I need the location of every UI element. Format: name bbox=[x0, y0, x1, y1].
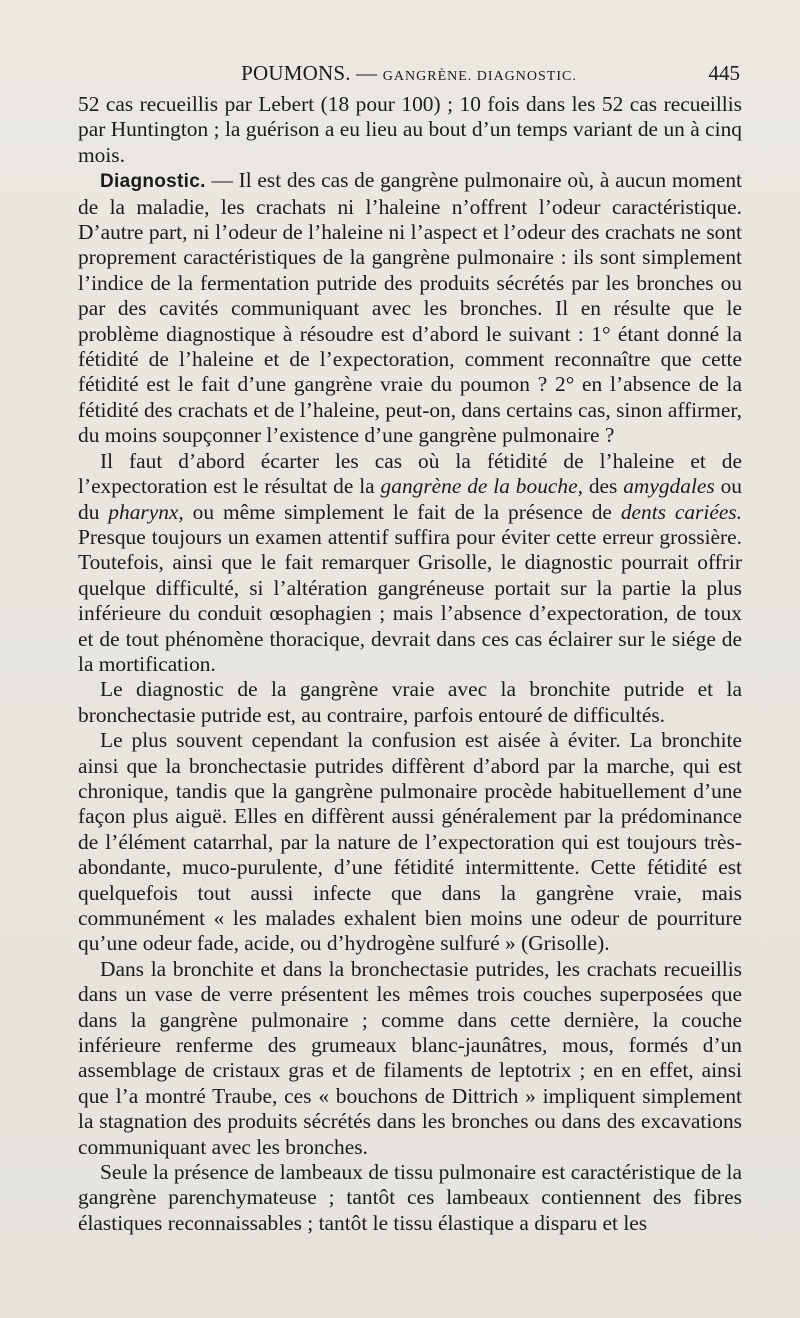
paragraph-diagnostic bbox=[78, 168, 742, 448]
paragraph-confusion: Le plus souvent cependant la confusion est aisée à éviter. La bronchite ainsi que la bronchectasie putrides diffèrent d’abord par la marche, qui est chronique, tandis que la gangrène pulmonaire procède habituellement d’une façon plus aiguë. Elles en diffèrent aussi généralement par la prédominance de l’élément catarrhal, par la nature de l’expectoration qui est toujours très-abondante, muco-purulente, d’une fétidité intermittente. Cette fétidité est quelquefois tout aussi infecte que dans la gangrène vraie, mais communément « les malades exhalent bien moins une odeur de pourriture qu’une odeur fade, acide, ou d’hydrogène sulfuré » (Grisolle). bbox=[78, 728, 742, 956]
paragraph-sputum: Dans la bronchite et dans la bronchectasie putrides, les crachats recueillis dans un vase de verre présentent les mêmes trois couches superposées que dans la gangrène pulmonaire ; comme dans cette dernière, la couche inférieure renferme des grumeaux blanc-jaunâtres, mous, formés d’un assemblage de cristaux gras et de filaments de leptotrix ; en en effet, ainsi que l’a montré Traube, ces « bouchons de Dittrich » impliquent simplement la stagnation des produits sécrétés dans les bronches ou dans des excavations communiquant avec les bronches. bbox=[78, 956, 742, 1159]
paragraph-continuation: 52 cas recueillis par Lebert (18 pour 100) ; 10 fois dans les 52 cas recueillis par Huntington ; la guérison a eu lieu au bout d’un temps variant de un à cinq mois. bbox=[78, 92, 742, 167]
text-run: Il faut d’abord écarter les cas où la fétidité de l’haleine et de l’expectoration est le résultat de la bbox=[78, 448, 742, 499]
paragraph-differential bbox=[78, 449, 742, 678]
paragraph-bronchitis: Le diagnostic de la gangrène vraie avec la bronchite putride et la bronchectasie putride est, au contraire, parfois entouré de difficultés. bbox=[78, 677, 742, 727]
italic-term: gangrène de la bouche, bbox=[380, 474, 583, 499]
italic-term: pharynx, bbox=[108, 499, 184, 524]
text-run: ou même simplement le fait de la présence de bbox=[183, 499, 621, 524]
text-run: ou du bbox=[78, 474, 742, 524]
title-sub: GANGRÈNE. DIAGNOSTIC. bbox=[382, 69, 577, 84]
running-title bbox=[78, 58, 740, 92]
section-heading-diagnostic: Diagnostic. bbox=[100, 171, 206, 193]
title-main: POUMONS. bbox=[241, 61, 351, 85]
italic-term: amygdales bbox=[623, 474, 715, 499]
page-number: 445 bbox=[708, 61, 740, 85]
text-run: des bbox=[582, 474, 624, 499]
running-header bbox=[78, 58, 740, 88]
body-text bbox=[78, 92, 742, 1236]
title-dash: — bbox=[350, 61, 383, 85]
text-run: Presque toujours un examen attentif suffira pour éviter cette erreur grossière. Toutefois, ainsi que le fait remarquer Grisolle, le diagnostic pourrait offrir quelque difficulté, si l’altération gangréneuse portait sur la partie la plus inférieure du conduit œsophagien ; mais l’absence d’expectoration, de toux et de tout phénomène thoracique, devrait dans ces cas éclairer sur le siége de la mortification. bbox=[78, 524, 742, 676]
paragraph-diagnostic-text: — Il est des cas de gangrène pulmonaire où, à aucun moment de la maladie, les crachats ni l’haleine n’offrent l’odeur caractéristique. D’autre part, ni l’odeur de l’haleine ni l’aspect et l’odeur des crachats ne sont proprement caractéristiques de la gangrène pulmonaire : ils sont simplement l’indice de la fermentation putride des produits sécrétés par les bronches ou par des cavités communiquant avec les bronches. Il en résulte que le problème diagnostique à résoudre est d’abord le suivant : 1° étant donné la fétidité de l’haleine et de l’expectoration, comment reconnaître que cette fétidité est le fait d’une gangrène vraie du poumon ? 2° en l’absence de la fétidité des crachats et de l’haleine, peut-on, dans certains cas, sinon affirmer, du moins soupçonner l’existence d’une gangrène pulmonaire ? bbox=[78, 168, 742, 448]
paragraph-lung-tissue: Seule la présence de lambeaux de tissu pulmonaire est caractéristique de la gangrène parenchymateuse ; tantôt ces lambeaux contiennent des fibres élastiques reconnaissables ; tantôt le tissu élastique a disparu et les bbox=[78, 1160, 742, 1235]
italic-term: dents cariées. bbox=[620, 499, 742, 524]
